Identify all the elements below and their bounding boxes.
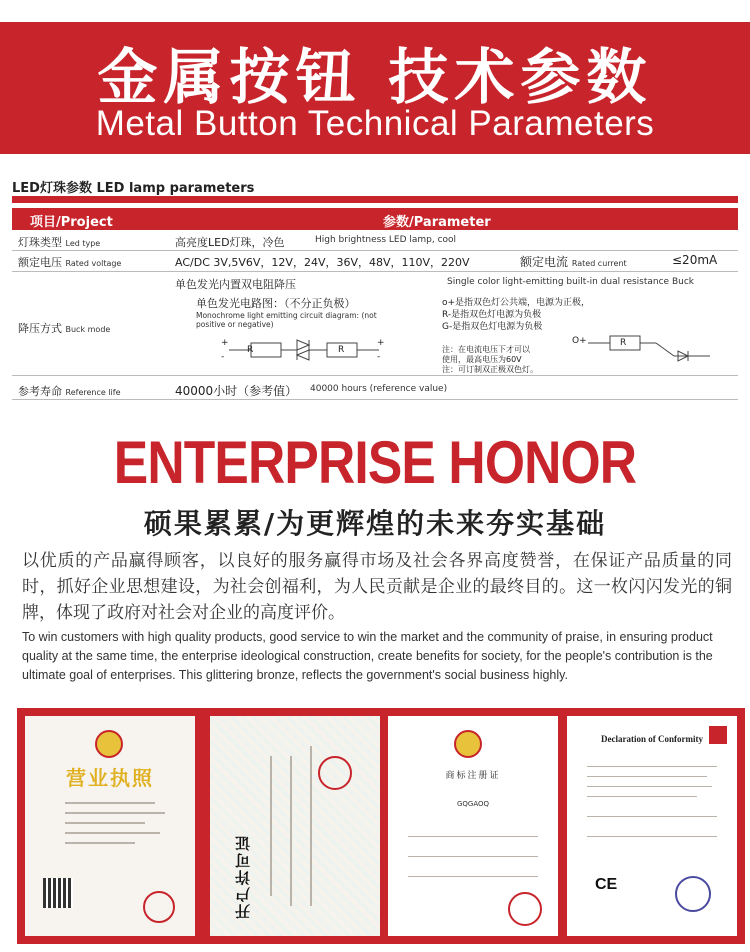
resistor-label: R bbox=[247, 345, 254, 355]
permit-title: 开户许可证 bbox=[234, 834, 252, 919]
row-divider bbox=[12, 271, 738, 272]
col-parameter: 参数/Parameter bbox=[383, 215, 491, 230]
honor-paragraph-en: To win customers with high quality products, good service to win the market and the community of praise, in ensuring product quality at the same time, the enterprise ideological construction, create benefits for society, for the people's contribution is the ultimate goal of enterprises. This glittering bronze, reflects the government's social business highly. bbox=[22, 630, 713, 682]
plus-sign: + bbox=[221, 338, 229, 348]
col-project: 项目/Project bbox=[30, 215, 113, 230]
minus-sign: - bbox=[377, 352, 381, 362]
row-life-value-zh: 40000小时（参考值） bbox=[175, 384, 298, 398]
buck-warnings: 注：在电流电压下才可以 使用，最高电压为60V 注：可订制双正极双色灯。 bbox=[442, 345, 538, 374]
row-life-value-en: 40000 hours (reference value) bbox=[310, 384, 448, 394]
plus-sign: + bbox=[377, 338, 385, 348]
row-type-label: 灯珠类型 Led type bbox=[18, 236, 101, 249]
led-section-heading: LED灯珠参数 LED lamp parameters bbox=[12, 181, 255, 196]
honor-title: ENTERPRISE HONOR bbox=[113, 429, 637, 496]
row-type-value-zh: 高亮度LED灯珠，冷色 bbox=[175, 236, 285, 249]
row-buck-label: 降压方式 Buck mode bbox=[18, 322, 111, 335]
resistor-label: R bbox=[620, 338, 627, 348]
o-plus-label: O+ bbox=[572, 336, 587, 346]
row-divider bbox=[12, 375, 738, 376]
buck-diagram-en: Monochrome light emitting circuit diagram: (not positive or negative) bbox=[196, 311, 377, 329]
hero-banner bbox=[0, 22, 750, 154]
trademark-mark: GQGAOQ bbox=[456, 800, 490, 808]
trademark-title: 商标注册证 bbox=[445, 771, 501, 781]
row-voltage-label: 额定电压 Rated voltage bbox=[18, 256, 122, 269]
ce-mark: CE bbox=[595, 876, 618, 893]
certificate-trademark bbox=[380, 708, 566, 944]
stamp-icon bbox=[675, 876, 711, 912]
emblem-icon bbox=[454, 730, 482, 758]
row-divider bbox=[12, 399, 738, 400]
row-current-value: ≤20mA bbox=[672, 253, 718, 267]
logo-icon bbox=[709, 726, 727, 744]
conformity-title: Declaration of Conformity bbox=[601, 734, 703, 744]
hero-title-en: Metal Button Technical Parameters bbox=[95, 104, 655, 143]
buck-notes: o+是指双色灯公共端，电源为正极， R-是指双色灯电源为负极 G-是指双色灯电源为负极 bbox=[442, 298, 591, 332]
minus-sign: - bbox=[221, 352, 225, 362]
row-current-label: 额定电流 Rated current bbox=[520, 255, 627, 269]
hero-title-zh: 金属按钮 技术参数 bbox=[97, 43, 653, 113]
honor-paragraph-zh: 以优质的产品赢得顾客，以良好的服务赢得市场及社会各界高度赞誉，在保证产品质量的同时，抓好企业思想建设，为社会创福利，为人民贡献是企业的最终目的。这一枚闪闪发光的铜牌，体现了政府对社会对企业的高度评价。 bbox=[22, 551, 732, 623]
certificate-business-license bbox=[17, 708, 203, 944]
table-header bbox=[12, 208, 738, 230]
resistor-label: R bbox=[338, 345, 345, 355]
row-type-value-en: High brightness LED lamp, cool bbox=[315, 235, 457, 245]
certificate-ce-conformity bbox=[559, 708, 745, 944]
stamp-icon bbox=[318, 756, 352, 790]
buck-desc-en: Single color light-emitting built-in dual resistance Buck bbox=[447, 277, 694, 287]
buck-diagram-zh: 单色发光电路图：（不分正负极） bbox=[196, 297, 356, 310]
circuit-diagram-mono bbox=[215, 328, 390, 368]
circuit-diagram-bicolor bbox=[570, 330, 720, 370]
license-title: 营业执照 bbox=[66, 766, 154, 790]
honor-subtitle: 硕果累累/为更辉煌的未来夯实基础 bbox=[143, 507, 607, 540]
qr-code-icon bbox=[43, 878, 73, 908]
buck-desc-zh: 单色发光内置双电阻降压 bbox=[175, 278, 296, 291]
row-divider bbox=[12, 250, 738, 251]
stamp-icon bbox=[143, 891, 175, 923]
certificate-account-permit bbox=[202, 708, 388, 944]
stamp-icon bbox=[508, 892, 542, 926]
row-voltage-value: AC/DC 3V,5V6V，12V，24V，36V，48V，110V，220V bbox=[175, 256, 470, 269]
emblem-icon bbox=[95, 730, 123, 758]
red-divider bbox=[12, 196, 738, 203]
row-life-label: 参考寿命 Reference life bbox=[18, 385, 121, 398]
